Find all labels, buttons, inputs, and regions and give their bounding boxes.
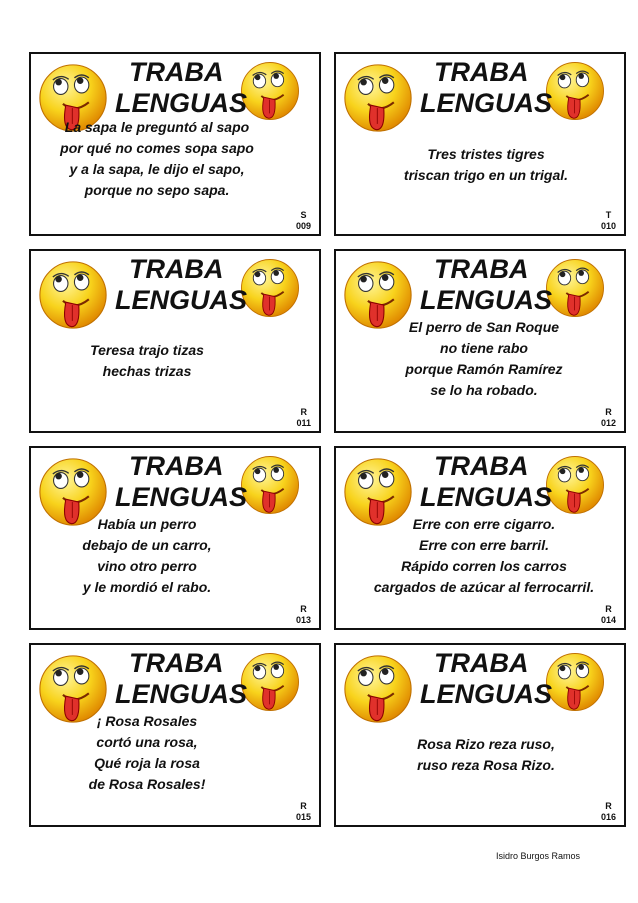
tongue-twister-card [29,249,321,433]
tongue-twister-card [334,52,626,236]
card-title-line-1: TRABA [434,254,529,284]
card-title-line-1: TRABA [434,648,529,678]
card-code [296,407,311,429]
verse-line: Rosa Rizo reza ruso, [417,736,555,752]
card-code-letter: R [300,604,307,614]
tongue-twister-card [334,446,626,630]
card-title-line-2: LENGUAS [420,482,553,512]
card-title-line-2: LENGUAS [115,482,248,512]
verse-line: porque Ramón Ramírez [405,361,563,377]
verse-line: Teresa trajo tizas [90,342,204,358]
card-code-letter: R [300,801,307,811]
tongue-twister-verse [29,340,267,382]
card-code-number: 011 [296,418,311,428]
tongue-twister-card [29,446,321,630]
card-code-letter: R [605,407,612,417]
card-code-number: 013 [295,615,311,625]
tongue-out-emoji-icon [37,259,109,331]
card-title-line-1: TRABA [129,57,224,87]
tongue-twister-card [29,52,321,236]
verse-line: debajo de un carro, [82,537,212,553]
verse-line: ¡ Rosa Rosales [96,713,198,729]
card-code-letter: S [300,210,307,220]
verse-line: cargados de azúcar al ferrocarril. [373,579,595,595]
verse-line: no tiene rabo [440,340,528,356]
card-code [601,407,616,429]
card-title-line-2: LENGUAS [420,88,553,118]
verse-line: Qué roja la rosa [94,755,200,771]
verse-line: El perro de San Roque [408,319,560,335]
card-title-line-1: TRABA [129,254,224,284]
verse-line: cortó una rosa, [96,734,198,750]
verse-line: por qué no comes sopa sapo [60,140,254,156]
card-code [601,210,616,232]
verse-line: y a la sapa, le dijo el sapo, [69,161,245,177]
verse-line: porque no sepo sapa. [84,182,230,198]
verse-line: hechas trizas [102,363,192,379]
verse-line: Tres tristes tigres [427,146,545,162]
verse-line: vino otro perro [97,558,197,574]
tongue-twister-card [334,249,626,433]
verse-line: Erre con erre barril. [419,537,549,553]
card-title-line-1: TRABA [434,451,529,481]
card-title-line-1: TRABA [129,648,224,678]
card-code-number: 010 [600,221,616,231]
card-code-letter: R [300,407,307,417]
verse-line: ruso reza Rosa Rizo. [417,757,555,773]
verse-line: de Rosa Rosales! [88,776,206,792]
card-code-number: 014 [600,615,616,625]
card-title-line-1: TRABA [434,57,529,87]
tongue-out-emoji-icon [342,653,414,725]
card-code [296,801,311,823]
card-code [296,210,311,232]
tongue-twister-card [334,643,626,827]
tongue-twister-verse [29,711,267,795]
card-title-line-1: TRABA [129,451,224,481]
verse-line: Había un perro [97,516,197,532]
verse-line: Erre con erre cigarro. [412,516,556,532]
tongue-twister-verse [29,514,267,598]
card-code-number: 016 [600,812,616,822]
tongue-twister-verse [37,117,277,201]
card-code-letter: R [605,801,612,811]
tongue-twister-verse [364,514,604,598]
verse-line: triscan trigo en un trigal. [403,167,569,183]
tongue-twister-verse [364,317,604,401]
verse-line: La sapa le preguntó al sapo [64,119,250,135]
card-code-letter: T [605,210,612,220]
card-code [601,801,616,823]
author-footer: Isidro Burgos Ramos [496,851,581,861]
tongue-twister-verse [366,144,606,186]
verse-line: Rápido corren los carros [401,558,567,574]
tongue-twister-card [29,643,321,827]
card-code-number: 015 [295,812,311,822]
card-code-number: 009 [295,221,311,231]
card-title-line-2: LENGUAS [115,285,248,315]
card-code [296,604,311,626]
tongue-out-emoji-icon [342,62,414,134]
card-title-line-2: LENGUAS [420,679,553,709]
card-title-line-2: LENGUAS [420,285,553,315]
card-code-number: 012 [600,418,616,428]
verse-line: y le mordió el rabo. [82,579,212,595]
card-code [601,604,616,626]
card-title-line-2: LENGUAS [115,88,248,118]
verse-line: se lo ha robado. [430,382,538,398]
card-code-letter: R [605,604,612,614]
card-title-line-2: LENGUAS [115,679,248,709]
tongue-twister-verse [366,734,606,776]
